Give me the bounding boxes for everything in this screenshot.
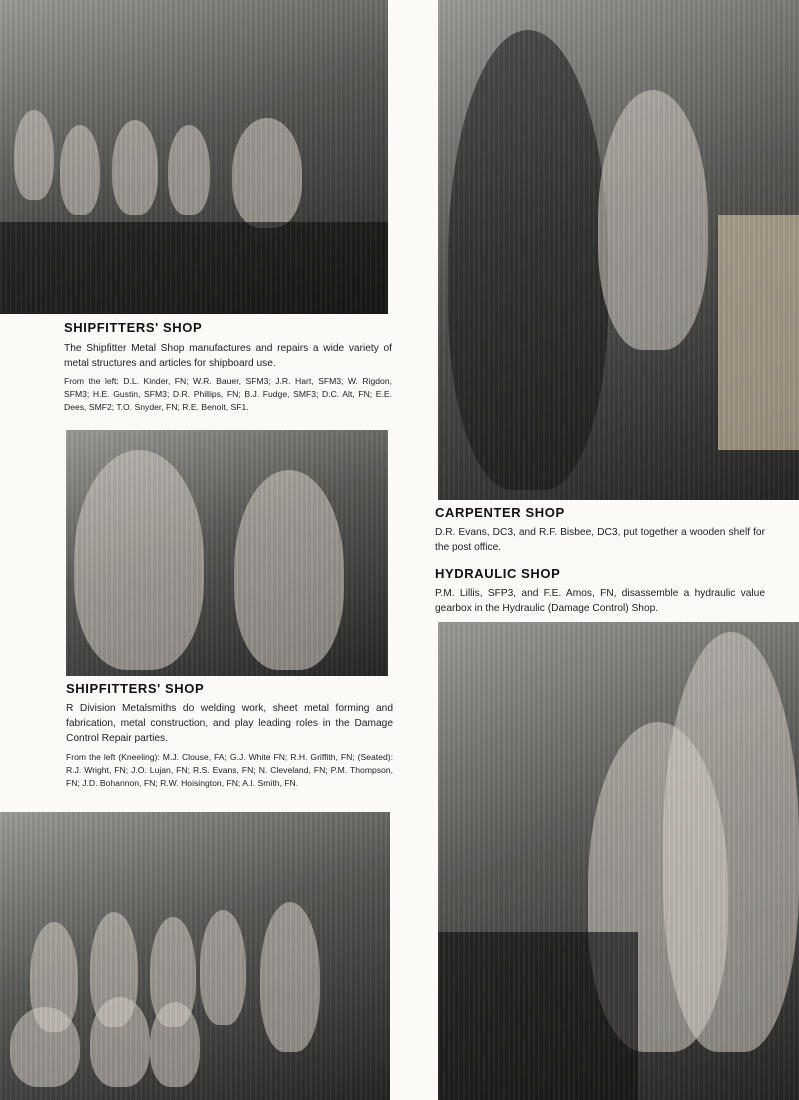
hydraulic-shop-description: P.M. Lillis, SFP3, and F.E. Amos, FN, disassemble a hydraulic value gearbox in the Hydraulic (Damage Control) Shop. [435,588,765,614]
shipfitters-shop-2-names-caption: From the left (Kneeling): M.J. Clouse, FA; G.J. White FN; R.H. Griffith, FN; (Seated): R.J. Wright, FN; J.O. Lujan, FN; R.S. Evans, FN; N. Cleveland, FN; P.M. Thompson, FN; J.D. Bohannon, FN; R.W. Hoisington, FN; A.I. Smith, FN. [66,752,393,788]
shipfitters-group-photo [0,0,388,314]
carpenter-shop-description: D.R. Evans, DC3, and R.F. Bisbee, DC3, put together a wooden shelf for the post office. [435,527,765,553]
shipfitters-shop-heading: SHIPFITTERS' SHOP [64,320,203,335]
hydraulic-shop-heading: HYDRAULIC SHOP [435,566,561,581]
shipfitters-shop-2-description: R Division Metalsmiths do welding work, sheet metal forming and fabrication, metal construction, and play leading roles in the Damage Control Repair parties. [66,703,393,744]
carpenter-shop-photo [438,0,799,500]
shipfitters-shop-description: The Shipfitter Metal Shop manufactures and repairs a wide variety of metal structures and articles for shipboard use. [64,343,392,369]
carpenter-shop-heading: CARPENTER SHOP [435,505,565,520]
shipfitters-shop-2-heading: SHIPFITTERS' SHOP [66,681,205,696]
metalsmiths-group-photo [0,812,390,1100]
shipfitters-shop-names-caption: From the left: D.L. Kinder, FN; W.R. Bauer, SFM3; J.R. Hart, SFM3; W. Rigdon, SFM3; H.E. Gustin, SFM3; D.R. Phillips, FN; B.J. Fudge, SMF3; D.C. Alt, FN; E.E. Dees, SMF2; T.O. Snyder, FN; R.E. Benoit, SF1. [64,376,392,412]
metalsmiths-working-photo [66,430,388,676]
hydraulic-shop-photo [438,622,799,1100]
